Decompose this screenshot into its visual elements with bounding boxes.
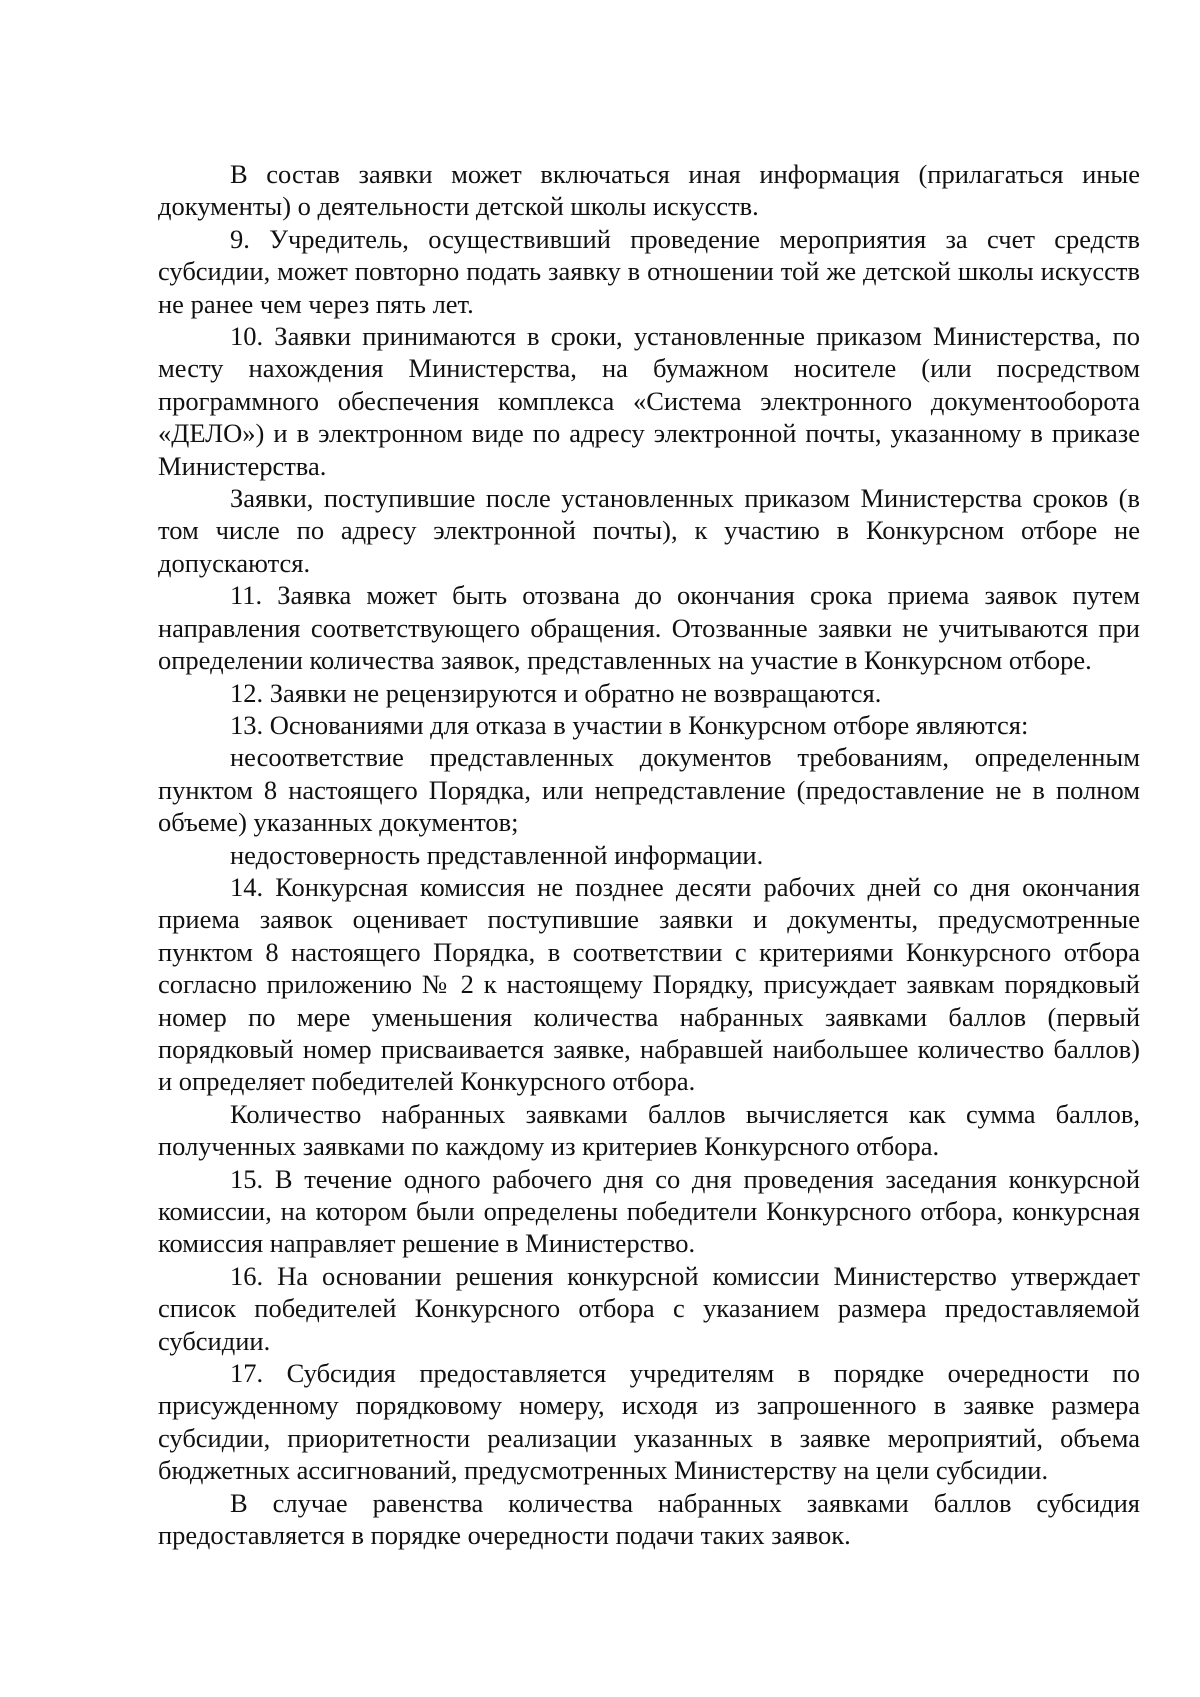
paragraph-equal-scores: В случае равенства количества набранных заявками баллов субсидия предоставляется в порядке очередности подачи таких заявок. <box>158 1487 1140 1551</box>
paragraph-item-11: 11. Заявка может быть отозвана до окончания срока приема заявок путем направления соответствующего обращения. Отозванные заявки не учитываются при определении количества заявок, представленных на участие в Конкурсном отборе. <box>158 580 1140 676</box>
paragraph-late-applications: Заявки, поступившие после установленных приказом Министерства сроков (в том числе по адресу электронной почты), к участию в Конкурсном отборе не допускаются. <box>158 483 1140 578</box>
paragraph-item-13: 13. Основаниями для отказа в участии в Конкурсном отборе являются: <box>230 709 1029 740</box>
paragraph-score-calculation: Количество набранных заявками баллов вычисляется как сумма баллов, полученных заявками по каждому из критериев Конкурсного отбора. <box>158 1098 1140 1162</box>
paragraph-refusal-reason-2: недостоверность представленной информации. <box>230 839 764 870</box>
paragraph-item-12: 12. Заявки не рецензируются и обратно не возвращаются. <box>230 677 882 708</box>
paragraph-item-9: 9. Учредитель, осуществивший проведение мероприятия за счет средств субсидии, может повторно подать заявку в отношении той же детской школы искусств не ранее чем через пять лет. <box>158 223 1140 319</box>
paragraph-application-content: В состав заявки может включаться иная информация (прилагаться иные документы) о деятельности детской школы искусств. <box>158 159 1140 222</box>
paragraph-item-15: 15. В течение одного рабочего дня со дня проведения заседания конкурсной комиссии, на котором были определены победители Конкурсного отбора, конкурсная комиссия направляет решение в Министерство. <box>158 1163 1140 1259</box>
paragraph-refusal-reason-1: несоответствие представленных документов требованиям, определенным пунктом 8 настоящего Порядка, или непредставление (предоставление не в полном объеме) указанных документов; <box>158 742 1140 838</box>
paragraph-item-14: 14. Конкурсная комиссия не позднее десяти рабочих дней со дня окончания приема заявок оценивает поступившие заявки и документы, предусмотренные пунктом 8 настоящего Порядка, в соответствии с критериями Конкурсного отбора согласно приложению № 2 к настоящему Порядку, присуждает заявкам порядковый номер по мере уменьшения количества набранных заявками баллов (первый порядковый номер присваивается заявке, набравшей наибольшее количество баллов) и определяет победителей Конкурсного отбора. <box>158 871 1140 1097</box>
paragraph-item-16: 16. На основании решения конкурсной комиссии Министерство утверждает список победителей Конкурсного отбора с указанием размера предоставляемой субсидии. <box>158 1260 1140 1356</box>
paragraph-item-17: 17. Субсидия предоставляется учредителям в порядке очередности по присужденному порядковому номеру, исходя из запрошенного в заявке размера субсидии, приоритетности реализации указанных в заявке мероприятий, объема бюджетных ассигнований, предусмотренных Министерству на цели субсидии. <box>158 1358 1140 1486</box>
paragraph-item-10: 10. Заявки принимаются в сроки, установленные приказом Министерства, по месту нахождения Министерства, на бумажном носителе (или посредством программного обеспечения комплекса «Система электронного документооборота «ДЕЛО») и в электронном виде по адресу электронной почты, указанному в приказе Министерства. <box>158 321 1140 481</box>
